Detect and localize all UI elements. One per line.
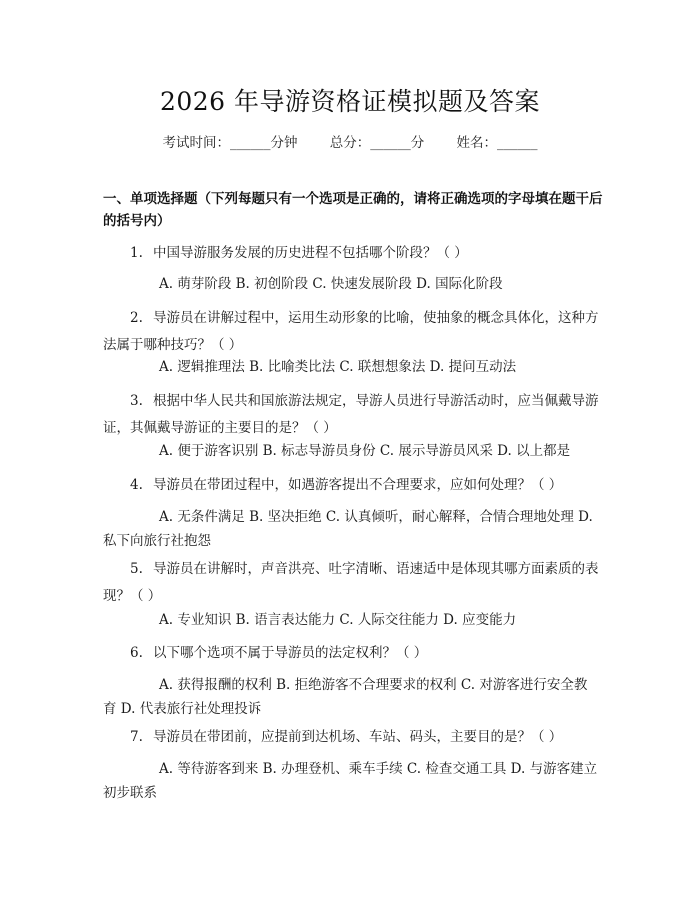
score-blank: ______ (370, 135, 411, 151)
question-number: 5. (130, 561, 143, 577)
question-2-options (103, 355, 599, 379)
question-text: 导游员在带团前，应提前到达机场、车站、码头，主要目的是？（ ） (153, 729, 563, 745)
time-unit: 分钟 (270, 135, 298, 151)
name-label: 姓名： (456, 135, 498, 151)
page-title: 2026 年导游资格证模拟题及答案 (159, 87, 541, 116)
section-heading: 一、单项选择题（下列每题只有一个选项是正确的，请将正确选项的字母填在题干后的括号内） (103, 191, 603, 229)
question-5-options (103, 608, 599, 632)
question-text: 以下哪个选项不属于导游员的法定权利？（ ） (153, 645, 428, 661)
question-6 (103, 640, 599, 667)
total-score (330, 135, 425, 151)
question-6-options (103, 673, 599, 721)
options-text: A. 等待游客到来 B. 办理登机、乘车手续 C. 检查交通工具 D. 与游客建立初步联系 (103, 761, 598, 801)
exam-time (162, 135, 297, 151)
question-number: 2. (130, 310, 143, 326)
exam-meta (0, 131, 700, 151)
question-text: 中国导游服务发展的历史进程不包括哪个阶段？（ ） (153, 245, 468, 261)
question-number: 7. (130, 729, 143, 745)
question-2 (103, 305, 599, 359)
question-text: 导游员在讲解时，声音洪亮、吐字清晰、语速适中是体现其哪方面素质的表现？（ ） (103, 561, 599, 604)
question-number: 3. (130, 393, 143, 409)
question-7-options (103, 757, 599, 805)
question-4-options (103, 505, 599, 553)
question-1-options (103, 272, 599, 296)
question-text: 根据中华人民共和国旅游法规定，导游人员进行导游活动时，应当佩戴导游证，其佩戴导游证的主要目的是？（ ） (103, 393, 599, 436)
options-text: A. 获得报酬的权利 B. 拒绝游客不合理要求的权利 C. 对游客进行安全教育 D. 代表旅行社处理投诉 (103, 677, 588, 717)
question-1 (103, 240, 599, 267)
question-number: 1. (130, 245, 143, 261)
options-text: A. 逻辑推理法 B. 比喻类比法 C. 联想想象法 D. 提问互动法 (159, 359, 517, 375)
options-text: A. 专业知识 B. 语言表达能力 C. 人际交往能力 D. 应变能力 (159, 612, 517, 628)
time-label: 考试时间： (162, 135, 230, 151)
options-text: A. 便于游客识别 B. 标志导游员身份 C. 展示导游员风采 D. 以上都是 (159, 443, 571, 459)
name-blank: ______ (497, 135, 538, 151)
question-3-options (103, 439, 599, 463)
time-blank: ______ (229, 135, 271, 151)
question-text: 导游员在带团过程中，如遇游客提出不合理要求，应如何处理？（ ） (153, 477, 563, 493)
student-name (457, 135, 538, 151)
question-7 (103, 724, 599, 751)
score-label: 总分： (329, 135, 371, 151)
question-number: 4. (130, 477, 143, 493)
question-4 (103, 472, 599, 499)
question-3 (103, 388, 599, 442)
question-text: 导游员在讲解过程中，运用生动形象的比喻，使抽象的概念具体化，这种方法属于哪种技巧？（ ） (103, 310, 599, 353)
question-5 (103, 556, 599, 610)
options-text: A. 无条件满足 B. 坚决拒绝 C. 认真倾听，耐心解释，合情合理地处理 D. 私下向旅行社抱怨 (103, 509, 593, 549)
question-number: 6. (130, 645, 143, 661)
options-text: A. 萌芽阶段 B. 初创阶段 C. 快速发展阶段 D. 国际化阶段 (159, 276, 503, 292)
score-unit: 分 (410, 135, 425, 151)
